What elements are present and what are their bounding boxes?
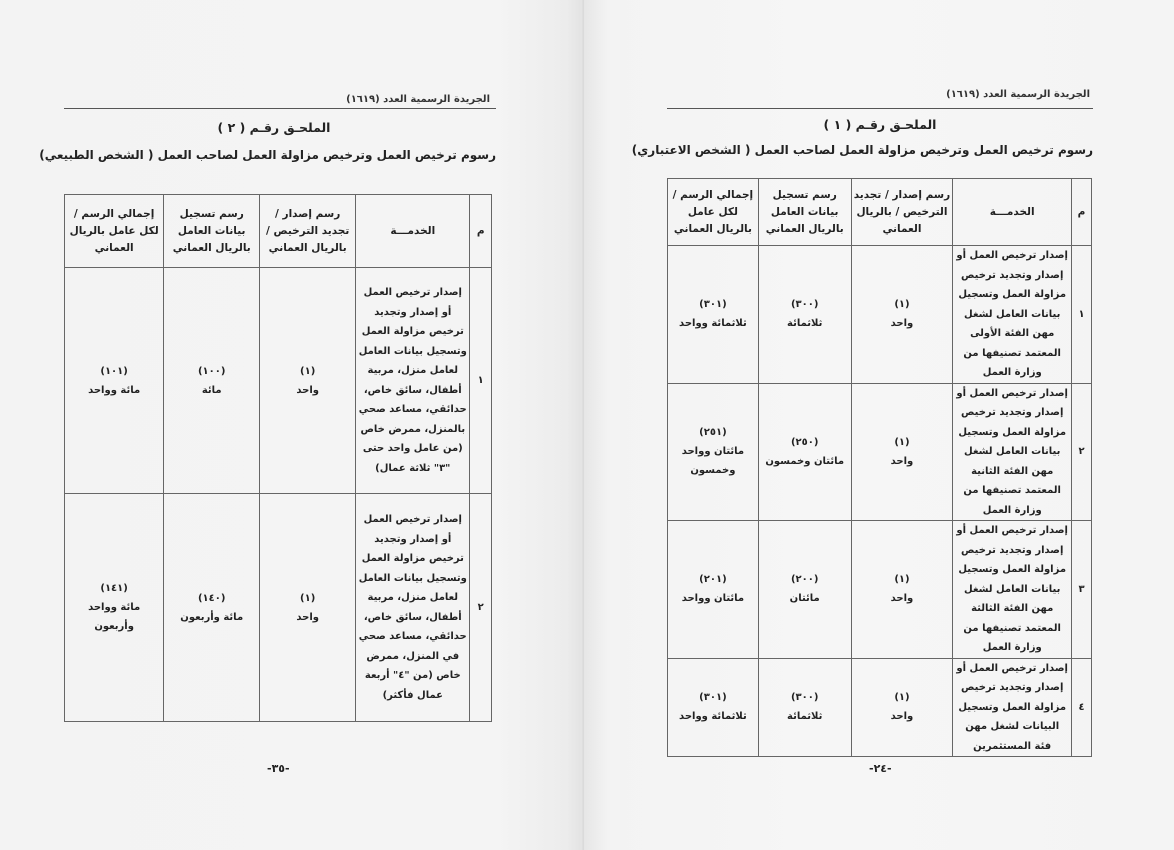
registration-fee-words: ثلاثمائة (787, 318, 823, 330)
total-fee-words: مائتان وواحد (681, 593, 745, 605)
table-title: رسوم ترخيص العمل وترخيص مزاولة العمل لصاحب العمل ( الشخص الطبيعي) (39, 148, 496, 162)
row-number: ٢ (1072, 383, 1092, 521)
total-fee-words: ثلاثمائة وواحد (679, 711, 747, 723)
issue-fee-number: (١) (894, 299, 910, 311)
registration-fee (758, 246, 851, 384)
table-row (668, 658, 1092, 757)
issue-fee-words: واحد (890, 318, 914, 330)
registration-fee-words: مائتان وخمسون (765, 455, 845, 467)
registration-fee-number: (٣٠٠) (790, 692, 819, 704)
issue-fee-number: (١) (894, 574, 910, 586)
total-fee (65, 268, 164, 494)
col-header-issue-fee: رسم إصدار / تجديد الترخيص / بالريال العماني (851, 179, 953, 246)
col-header-service: الخدمـــة (953, 179, 1072, 246)
right-page (584, 0, 1174, 850)
service-description: إصدار ترخيص العمل أو إصدار وتجديد ترخيص مزاولة العمل وتسجيل بيانات العامل لعامل منزل، مربية أطفال، سائق خاص، حدائقي، مساعد صحي بالمنزل، ممرض خاص (من عامل واحد حتى "٣" ثلاثة عمال) (356, 268, 470, 494)
issue-fee-number: (١) (300, 592, 316, 604)
table-header-row (668, 179, 1092, 246)
col-header-no: م (1072, 179, 1092, 246)
header-rule (667, 108, 1093, 109)
total-fee-number: (١٠١) (100, 365, 128, 377)
table-title: رسوم ترخيص العمل وترخيص مزاولة العمل لصاحب العمل ( الشخص الاعتباري) (631, 143, 1093, 157)
issue-fee (851, 521, 953, 659)
registration-fee (758, 521, 851, 659)
registration-fee-words: ثلاثمائة (787, 711, 823, 723)
service-description: إصدار ترخيص العمل أو إصدار وتجديد ترخيص مزاولة العمل وتسجيل بيانات العامل لعامل منزل، مربية أطفال، سائق خاص، حدائقي، مساعد صحي في المنزل، ممرض خاص (من "٤" أربعة عمال فأكثر) (356, 494, 470, 722)
registration-fee-words: مائة وأربعون (180, 611, 244, 623)
row-number: ٣ (1072, 521, 1092, 659)
col-header-service: الخدمـــة (356, 195, 470, 268)
service-description: إصدار ترخيص العمل أو إصدار وتجديد ترخيص مزاولة العمل وتسجيل البيانات لشغل مهن فئة المستثمرين (953, 658, 1072, 757)
row-number: ٤ (1072, 658, 1092, 757)
col-header-registration-fee: رسم تسجيل بيانات العامل بالريال العماني (758, 179, 851, 246)
fees-table (667, 178, 1092, 757)
total-fee (668, 383, 759, 521)
total-fee (65, 494, 164, 722)
issue-fee-number: (١) (300, 365, 316, 377)
total-fee-words: ثلاثمائة وواحد (679, 318, 747, 330)
gazette-header: الجريدة الرسمية العدد (١٦١٩) (346, 94, 490, 105)
registration-fee (164, 494, 260, 722)
gazette-header: الجريدة الرسمية العدد (١٦١٩) (946, 89, 1090, 100)
registration-fee-number: (٢٥٠) (790, 436, 819, 448)
issue-fee-words: واحد (296, 384, 319, 396)
total-fee-words: مائة وواحد (88, 384, 141, 396)
service-description: إصدار ترخيص العمل أو إصدار وتجديد ترخيص مزاولة العمل وتسجيل بيانات العامل لشغل مهن الفئة الأولى المعتمد تصنيفها من وزارة العمل (953, 246, 1072, 384)
registration-fee-number: (١٤٠) (197, 592, 226, 604)
total-fee (668, 521, 759, 659)
table-row (668, 246, 1092, 384)
total-fee-words: مائة وواحد وأربعون (88, 602, 141, 632)
row-number: ١ (470, 268, 492, 494)
registration-fee-words: مائتان (789, 593, 820, 605)
col-header-no: م (470, 195, 492, 268)
row-number: ١ (1072, 246, 1092, 384)
total-fee (668, 246, 759, 384)
service-description: إصدار ترخيص العمل أو إصدار وتجديد ترخيص مزاولة العمل وتسجيل بيانات العامل لشغل مهن الفئة الثانية المعتمد تصنيفها من وزارة العمل (953, 383, 1072, 521)
registration-fee (164, 268, 260, 494)
col-header-total-fee: إجمالي الرسم / لكل عامل بالريال العماني (668, 179, 759, 246)
issue-fee-words: واحد (890, 593, 914, 605)
table-header-row (65, 195, 492, 268)
issue-fee (260, 268, 356, 494)
total-fee-words: مائتان وواحد وخمسون (681, 446, 745, 477)
issue-fee-number: (١) (894, 436, 910, 448)
table-row (668, 521, 1092, 659)
registration-fee-number: (٣٠٠) (790, 299, 819, 311)
fees-table (64, 194, 492, 722)
issue-fee-words: واحد (890, 711, 914, 723)
issue-fee-words: واحد (890, 455, 914, 467)
registration-fee (758, 383, 851, 521)
registration-fee-number: (٢٠٠) (790, 574, 819, 586)
service-description: إصدار ترخيص العمل أو إصدار وتجديد ترخيص مزاولة العمل وتسجيل بيانات العامل لشغل مهن الفئة الثالثة المعتمد تصنيفها من وزارة العمل (953, 521, 1072, 659)
page-number: -٢٤- (869, 762, 892, 775)
registration-fee (758, 658, 851, 757)
header-rule (64, 108, 496, 109)
issue-fee (851, 383, 953, 521)
col-header-total-fee: إجمالي الرسم / لكل عامل بالريال العماني (65, 195, 164, 268)
annex-heading: الملحـق رقـم ( ١ ) (823, 117, 937, 132)
table-row (668, 383, 1092, 521)
col-header-registration-fee: رسم تسجيل بيانات العامل بالريال العماني (164, 195, 260, 268)
registration-fee-words: مائة (201, 384, 222, 396)
issue-fee (260, 494, 356, 722)
table-row (65, 494, 492, 722)
col-header-issue-fee: رسم إصدار / تجديد الترخيص / بالريال العماني (260, 195, 356, 268)
total-fee-number: (٢٠١) (699, 574, 727, 586)
total-fee (668, 658, 759, 757)
total-fee-number: (٢٥١) (699, 427, 727, 439)
issue-fee-words: واحد (296, 611, 319, 623)
table-row (65, 268, 492, 494)
total-fee-number: (٣٠١) (699, 299, 727, 311)
total-fee-number: (١٤١) (100, 583, 128, 594)
page-number: -٣٥- (267, 762, 290, 775)
registration-fee-number: (١٠٠) (197, 365, 226, 377)
issue-fee (851, 658, 953, 757)
total-fee-number: (٣٠١) (699, 692, 727, 704)
left-page (0, 0, 584, 850)
issue-fee-number: (١) (894, 692, 910, 704)
issue-fee (851, 246, 953, 384)
row-number: ٢ (470, 494, 492, 722)
annex-heading: الملحـق رقـم ( ٢ ) (217, 120, 331, 135)
